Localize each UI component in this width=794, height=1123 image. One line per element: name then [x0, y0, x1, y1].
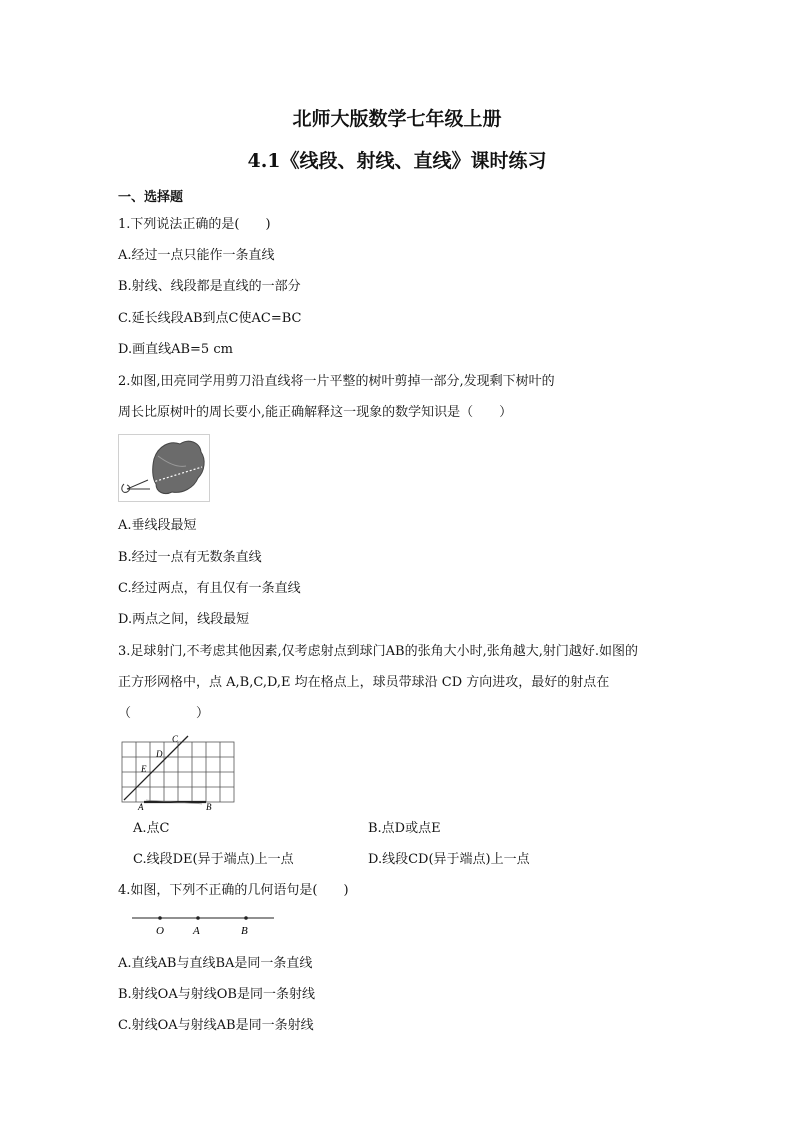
document-title: 北师大版数学七年级上册 — [292, 108, 502, 130]
q1-option-c: C.延长线段AB到点C使AC=BC — [118, 311, 302, 326]
q1-option-b: B.射线、线段都是直线的一部分 — [118, 279, 301, 294]
q4-option-b: B.射线OA与射线OB是同一条射线 — [118, 987, 315, 1002]
point-b-label: B — [206, 802, 212, 812]
q4-option-c: C.射线OA与射线AB是同一条射线 — [118, 1018, 314, 1033]
ray-svg — [128, 910, 278, 940]
q2-option-a: A.垂线段最短 — [118, 518, 197, 533]
point-a-label: A — [138, 802, 144, 812]
q2-option-c: C.经过两点，有且仅有一条直线 — [118, 581, 301, 596]
point-a-label: A — [193, 925, 200, 937]
point-e-label: E — [141, 764, 147, 774]
q1-stem: 1.下列说法正确的是( ) — [118, 217, 271, 232]
q2-option-b: B.经过一点有无数条直线 — [118, 550, 262, 565]
point-c-label: C — [172, 734, 179, 744]
q3-option-b: B.点D或点E — [368, 821, 441, 836]
point-a — [196, 916, 200, 920]
q2-stem-line1: 2.如图,田亮同学用剪刀沿直线将一片平整的树叶剪掉一部分,发现剩下树叶的 — [118, 374, 555, 389]
point-b — [244, 916, 248, 920]
q4-stem: 4.如图，下列不正确的几何语句是( ) — [118, 883, 349, 898]
grid-figure — [116, 734, 240, 812]
q1-option-a: A.经过一点只能作一条直线 — [118, 248, 275, 263]
q2-option-d: D.两点之间，线段最短 — [118, 612, 250, 627]
leaf-scissors-svg — [118, 434, 210, 502]
q3-option-a: A.点C — [133, 821, 170, 836]
point-o-label: O — [156, 925, 164, 937]
point-d-label: D — [156, 749, 163, 759]
leaf-scissors-figure — [118, 434, 210, 502]
q3-option-d: D.线段CD(异于端点)上一点 — [368, 852, 530, 867]
q3-option-c: C.线段DE(异于端点)上一点 — [133, 852, 294, 867]
ray-figure — [128, 910, 278, 940]
q2-stem-line2: 周长比原树叶的周长要小,能正确解释这一现象的数学知识是（ ） — [118, 405, 513, 420]
q4-option-a: A.直线AB与直线BA是同一条直线 — [118, 956, 313, 971]
document-subtitle: 4.1《线段、射线、直线》课时练习 — [247, 150, 547, 172]
grid-svg — [116, 734, 240, 812]
q3-stem-line1: 3.足球射门,不考虑其他因素,仅考虑射点到球门AB的张角大小时,张角越大,射门越好.如图的 — [118, 644, 639, 659]
q3-stem-line3: （ ） — [118, 706, 210, 721]
section-heading: 一、选择题 — [118, 190, 184, 205]
q3-stem-line2: 正方形网格中，点 A,B,C,D,E 均在格点上，球员带球沿 CD 方向进攻，最好的射点在 — [118, 675, 610, 690]
q1-option-d: D.画直线AB=5 cm — [118, 342, 233, 357]
point-b-label: B — [241, 925, 248, 937]
point-o — [158, 916, 162, 920]
